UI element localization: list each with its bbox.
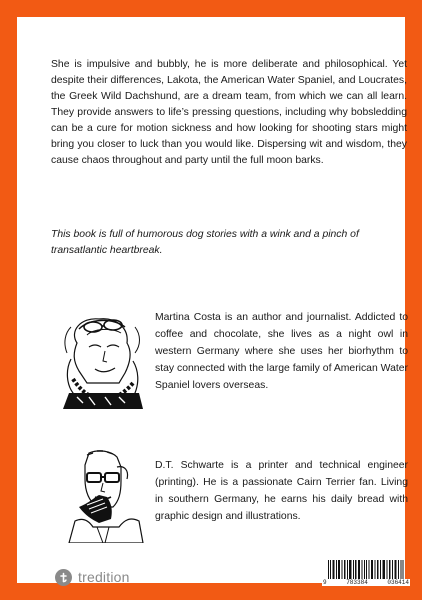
back-cover-page: [17, 17, 409, 586]
author-portrait-martina-costa: [59, 313, 147, 409]
book-tagline: This book is full of humorous dog stories with a wink and a pinch of transatlantic heartbreak.: [51, 229, 359, 256]
tredition-logo-icon: [55, 569, 72, 586]
author-bio-martina-costa: Martina Costa is an author and journalist. Addicted to coffee and chocolate, she lives as a night owl in western Germany where she uses her biorhythm to stay connected with the large family of American Water Spaniel lovers overseas.: [155, 312, 408, 391]
book-blurb: She is impulsive and bubbly, he is more deliberate and philosophical. Yet despite their differences, Lakota, the American Water Spaniel, and Loucrates, the Greek Wild Dachshund, are a dream team, from which we can all learn. They provide answers to life’s pressing questions, including why bobsledding can be a cure for motion sickness and how looking for shooting stars might bring you closer to luck than you would like. Dispersing wit and wisdom, they cause chaos throughout and party until the full moon barks.: [51, 59, 407, 166]
publisher-logo: [55, 565, 130, 589]
isbn-digits: [322, 579, 410, 586]
isbn-group-2: 036414: [387, 579, 409, 586]
isbn-group-1: 783384: [346, 579, 368, 586]
author-bio-dt-schwarte: D.T. Schwarte is a printer and technical engineer (printing). He is a passionate Cairn Terrier fan. Living in southern Germany, he earns his daily bread with graphic design and illustrations.: [155, 460, 408, 522]
publisher-name: tredition: [78, 569, 130, 585]
author-portrait-dt-schwarte: [59, 447, 147, 543]
isbn-prefix: 9: [323, 579, 327, 586]
